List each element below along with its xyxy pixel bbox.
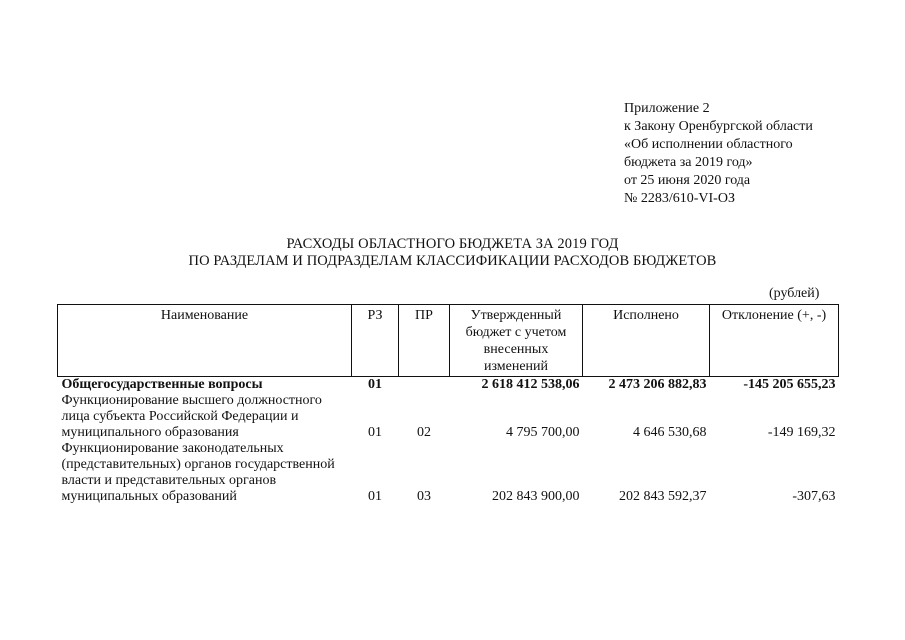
- header-executed: Исполнено: [583, 305, 710, 377]
- document-title: [0, 236, 905, 270]
- approval-line: от 25 июня 2020 года: [624, 173, 751, 188]
- row-deviation: -149 169,32: [767, 425, 836, 440]
- row-rz: 01: [368, 425, 382, 440]
- expenses-table: [57, 304, 839, 505]
- row-rz: 01: [368, 489, 382, 504]
- approval-block: [624, 100, 884, 208]
- row-approved: 202 843 900,00: [492, 489, 580, 504]
- table-row: [58, 441, 839, 505]
- approval-line: бюджета за 2019 год»: [624, 155, 753, 170]
- title-line-2: ПО РАЗДЕЛАМ И ПОДРАЗДЕЛАМ КЛАССИФИКАЦИИ РАСХОДОВ БЮДЖЕТОВ: [188, 253, 717, 269]
- row-pr: 03: [417, 489, 431, 504]
- row-approved: 2 618 412 538,06: [481, 377, 580, 392]
- row-name: Функционирование высшего должностного лица субъекта Российской Федерации и муниципального образования: [61, 393, 322, 440]
- row-executed: 202 843 592,37: [619, 489, 707, 504]
- approval-line: к Закону Оренбургской области: [624, 119, 813, 134]
- row-name: Функционирование законодательных (представительных) органов государственной власти и представительных органов муниципальных образований: [61, 441, 335, 504]
- row-approved: 4 795 700,00: [506, 425, 580, 440]
- row-deviation: -307,63: [792, 489, 836, 504]
- row-deviation: -145 205 655,23: [743, 377, 836, 392]
- header-name: Наименование: [58, 305, 352, 377]
- row-name: Общегосударственные вопросы: [61, 377, 263, 392]
- row-executed: 2 473 206 882,83: [608, 377, 707, 392]
- approval-line: Приложение 2: [624, 101, 710, 116]
- units-label: (рублей): [769, 286, 820, 301]
- header-approved: Утвержденный бюджет с учетом внесенных изменений: [450, 305, 583, 377]
- table-row: [58, 377, 839, 394]
- approval-line: «Об исполнении областного: [624, 137, 793, 152]
- header-pr: ПР: [399, 305, 450, 377]
- approval-line: № 2283/610-VI-ОЗ: [624, 191, 735, 206]
- row-pr: 02: [417, 425, 431, 440]
- header-rz: РЗ: [352, 305, 399, 377]
- header-deviation: Отклонение (+, -): [710, 305, 839, 377]
- title-line-1: РАСХОДЫ ОБЛАСТНОГО БЮДЖЕТА ЗА 2019 ГОД: [286, 236, 619, 252]
- row-executed: 4 646 530,68: [633, 425, 707, 440]
- row-rz: 01: [368, 377, 382, 392]
- table-header-row: [58, 305, 839, 377]
- table-row: [58, 393, 839, 441]
- row-pr: [399, 377, 450, 394]
